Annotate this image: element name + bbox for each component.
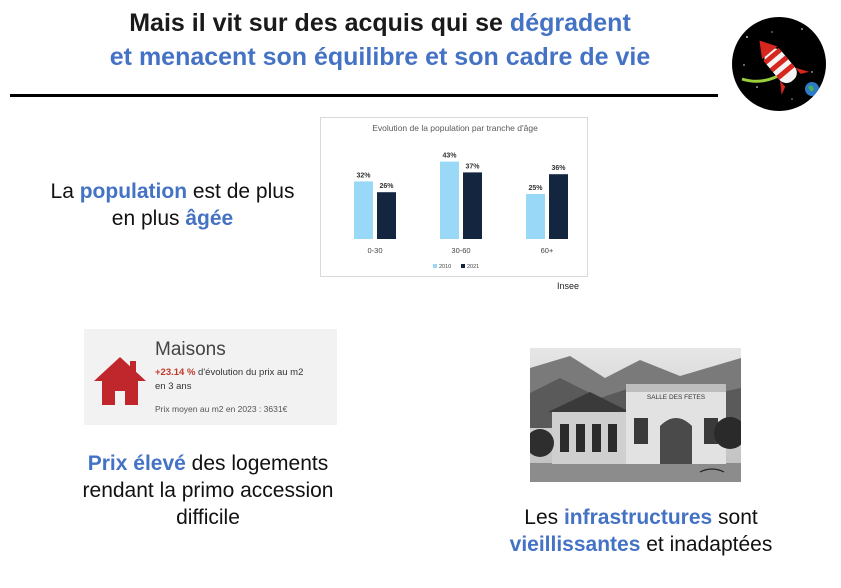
data-label-2010-30-60: 43%	[442, 152, 457, 160]
data-label-2010-60+: 25%	[528, 185, 543, 192]
chart-title: Evolution de la population par tranche d'âge	[372, 123, 538, 133]
house-icon	[92, 355, 148, 407]
photo-sign: SALLE DES FETES	[646, 394, 706, 401]
population-chart	[320, 117, 588, 277]
chart-canvas	[321, 118, 589, 278]
rocket-icon	[732, 17, 826, 111]
card-change: +23.14 % d'évolution du prix au m2	[155, 367, 304, 378]
rocket-logo	[732, 17, 826, 111]
data-label-2021-60+: 36%	[551, 165, 566, 173]
card-change-line-2: en 3 ans	[155, 381, 192, 392]
bar-2010-60+	[526, 194, 545, 239]
x-tick-60+: 60+	[540, 246, 554, 255]
title-line-1: Mais il vit sur des acquis qui se dégradent	[129, 9, 631, 37]
legend-swatch-2021	[461, 264, 465, 268]
card-title: Maisons	[155, 339, 226, 360]
chart-source: Insee	[557, 281, 580, 291]
bar-2021-0-30	[377, 192, 396, 239]
data-label-2021-30-60: 37%	[465, 163, 480, 171]
title-line-2: et menacent son équilibre et son cadre de vie	[109, 43, 651, 71]
price-text: Prix élevé des logements rendant la primo accession difficile	[82, 452, 334, 529]
legend-label-2021: 2021	[467, 264, 480, 270]
infrastructure-text: Les infrastructures sont vieillissantes et inadaptées	[509, 506, 773, 556]
bar-2021-60+	[549, 174, 568, 239]
x-tick-30-60: 30-60	[451, 246, 471, 255]
card-average-price: Prix moyen au m2 en 2023 : 3631€	[155, 404, 288, 414]
legend-label-2010: 2010	[439, 264, 452, 270]
legend-swatch-2010	[433, 264, 437, 268]
bar-2010-30-60	[440, 162, 459, 239]
data-label-2021-0-30: 26%	[379, 183, 394, 191]
data-label-2010-0-30: 32%	[356, 172, 371, 180]
slide-title	[20, 6, 740, 74]
bar-2021-30-60	[463, 172, 482, 239]
price-card	[84, 329, 337, 425]
bar-2010-0-30	[354, 181, 373, 239]
title-underline	[10, 94, 718, 97]
town-hall-photo	[530, 348, 741, 482]
population-text: La population est de plus en plus âgée	[50, 180, 295, 230]
x-tick-0-30: 0-30	[367, 246, 383, 255]
